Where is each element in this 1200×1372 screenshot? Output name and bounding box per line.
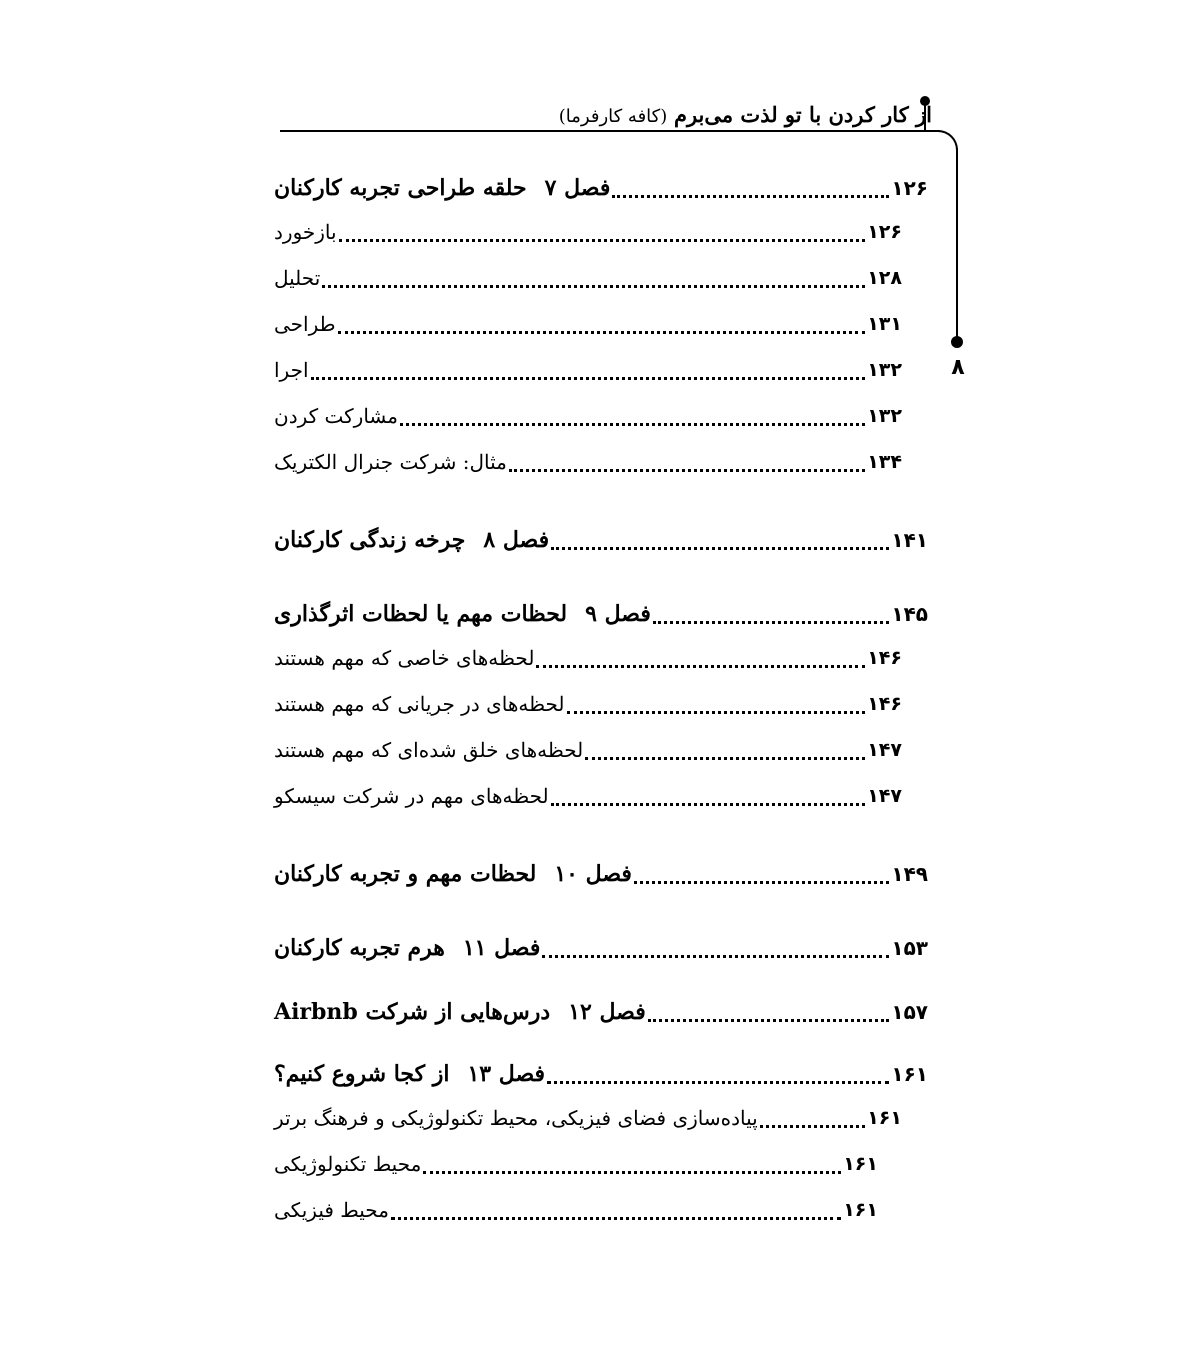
dot-leader	[634, 881, 889, 884]
toc-chapter-11[interactable]	[274, 926, 928, 966]
toc-page-number: ۱۶۱	[843, 1153, 878, 1175]
chapter-title: از کجا شروع کنیم؟	[274, 1061, 450, 1087]
toc-entry-title: اجرا	[274, 358, 309, 382]
dot-leader	[551, 803, 866, 806]
toc-section-special-moments[interactable]	[274, 636, 902, 676]
chapter-label: فصل ۸	[483, 527, 550, 553]
toc-chapter-9[interactable]	[274, 592, 928, 632]
chapter-title: حلقه طراحی تجربه کارکنان	[274, 175, 527, 201]
toc-page-number: ۱۶۱	[867, 1107, 902, 1129]
chapter-title: لحظات مهم و تجربه کارکنان	[274, 861, 537, 887]
toc-page-number: ۱۳۴	[867, 451, 902, 473]
chapter-label: فصل ۱۱	[462, 935, 541, 961]
toc-entry-title	[274, 930, 540, 966]
dot-leader	[338, 331, 866, 334]
toc-page-number: ۱۵۳	[891, 936, 928, 960]
dot-leader	[567, 711, 866, 714]
toc-page-number: ۱۲۶	[867, 221, 902, 243]
toc-page-number: ۱۴۷	[867, 739, 902, 761]
dot-leader	[391, 1217, 841, 1220]
toc-section-participation[interactable]	[274, 394, 902, 434]
frame-vertical-rule	[956, 148, 958, 342]
toc-chapter-8[interactable]	[274, 518, 928, 558]
chapter-label: فصل ۷	[544, 175, 611, 201]
toc-chapter-13[interactable]	[274, 1052, 928, 1092]
toc-section-implementation[interactable]	[274, 348, 902, 388]
dot-leader	[400, 423, 865, 426]
toc-page-number: ۱۴۵	[891, 602, 928, 626]
dot-leader	[423, 1171, 841, 1174]
toc-section-analysis[interactable]	[274, 256, 902, 296]
running-header-title: از کار کردن با تو لذت می‌برم	[673, 102, 932, 127]
chapter-title: هرم تجربه کارکنان	[274, 935, 445, 961]
chapter-label: فصل ۱۰	[554, 861, 632, 887]
dot-leader	[536, 665, 865, 668]
toc-entry-title: لحظه‌های در جریانی که مهم هستند	[274, 692, 565, 716]
toc-entry-title	[274, 522, 549, 558]
toc-entry-title	[274, 994, 646, 1030]
chapter-title: لحظات مهم یا لحظات اثرگذاری	[274, 601, 568, 627]
dot-leader	[612, 195, 889, 198]
toc-entry-title: لحظه‌های خلق شده‌ای که مهم هستند	[274, 738, 584, 762]
toc-subsection-physical-environment[interactable]	[274, 1188, 878, 1228]
toc-entry-title	[274, 170, 610, 206]
chapter-title: چرخه زندگی کارکنان	[274, 527, 466, 553]
toc-page-number: ۱۲۸	[867, 267, 902, 289]
dot-leader	[585, 757, 865, 760]
dot-leader	[509, 469, 865, 472]
toc-entry-title: طراحی	[274, 312, 336, 336]
toc-page-number: ۱۴۶	[867, 647, 902, 669]
toc-chapter-7[interactable]	[274, 166, 928, 206]
toc-section-created-moments[interactable]	[274, 728, 902, 768]
toc-section-ongoing-moments[interactable]	[274, 682, 902, 722]
toc-entry-title: مثال: شرکت جنرال الکتریک	[274, 450, 507, 474]
toc-section-feedback[interactable]	[274, 210, 902, 250]
toc-page-number: ۱۴۶	[867, 693, 902, 715]
toc-entry-title	[274, 856, 632, 892]
dot-leader	[653, 621, 890, 624]
dot-leader	[322, 285, 865, 288]
toc-page-number: ۱۶۱	[843, 1199, 878, 1221]
chapter-label: فصل ۱۳	[467, 1061, 546, 1087]
toc-page-number: ۱۴۱	[891, 528, 928, 552]
dot-leader	[542, 955, 889, 958]
toc-entry-title: تحلیل	[274, 266, 321, 290]
running-header	[559, 100, 932, 132]
toc-section-implementing-environments[interactable]	[274, 1096, 902, 1136]
dot-leader	[547, 1081, 889, 1084]
toc-entry-title: محیط تکنولوژیکی	[274, 1152, 422, 1176]
toc-page-number: ۱۳۲	[867, 405, 902, 427]
chapter-label: فصل ۱۲	[568, 999, 646, 1025]
dot-leader	[551, 547, 889, 550]
toc-entry-title: لحظه‌های مهم در شرکت سیسکو	[274, 784, 549, 808]
toc-page-number: ۱۴۹	[891, 862, 928, 886]
toc-entry-title	[274, 596, 651, 632]
toc-entry-title: مشارکت کردن	[274, 404, 398, 428]
toc-page-number: ۱۵۷	[891, 1000, 928, 1024]
toc-subsection-tech-environment[interactable]	[274, 1142, 878, 1182]
toc-page-number: ۱۳۱	[867, 313, 902, 335]
toc-entry-title: پیاده‌سازی فضای فیزیکی، محیط تکنولوژیکی و فرهنگ برتر	[274, 1106, 758, 1130]
toc-chapter-10[interactable]	[274, 852, 928, 892]
toc-page-number: ۱۳۲	[867, 359, 902, 381]
toc-entry-title	[274, 1056, 545, 1092]
running-header-subtitle: (کافه کارفرما)	[558, 106, 668, 127]
toc-chapter-12[interactable]	[274, 990, 928, 1030]
frame-corner	[938, 130, 958, 150]
toc-page-number: ۱۶۱	[891, 1062, 928, 1086]
toc-page-number: ۱۴۷	[867, 785, 902, 807]
dot-leader	[760, 1125, 866, 1128]
frame-end-dot	[951, 336, 963, 348]
header-rule	[280, 130, 940, 132]
dot-leader	[311, 377, 866, 380]
toc-entry-title: محیط فیزیکی	[274, 1198, 389, 1222]
chapter-label: فصل ۹	[585, 601, 651, 627]
chapter-title: درس‌هایی از شرکت Airbnb	[274, 999, 551, 1025]
toc-section-ge-example[interactable]	[274, 440, 902, 480]
toc-entry-title: بازخورد	[274, 220, 337, 244]
toc-section-cisco-moments[interactable]	[274, 774, 902, 814]
dot-leader	[339, 239, 866, 242]
toc-section-design[interactable]	[274, 302, 902, 342]
toc-page-number: ۱۲۶	[891, 176, 928, 200]
dot-leader	[648, 1019, 890, 1022]
toc-entry-title: لحظه‌های خاصی که مهم هستند	[274, 646, 535, 670]
page-number: ۸	[951, 355, 965, 380]
